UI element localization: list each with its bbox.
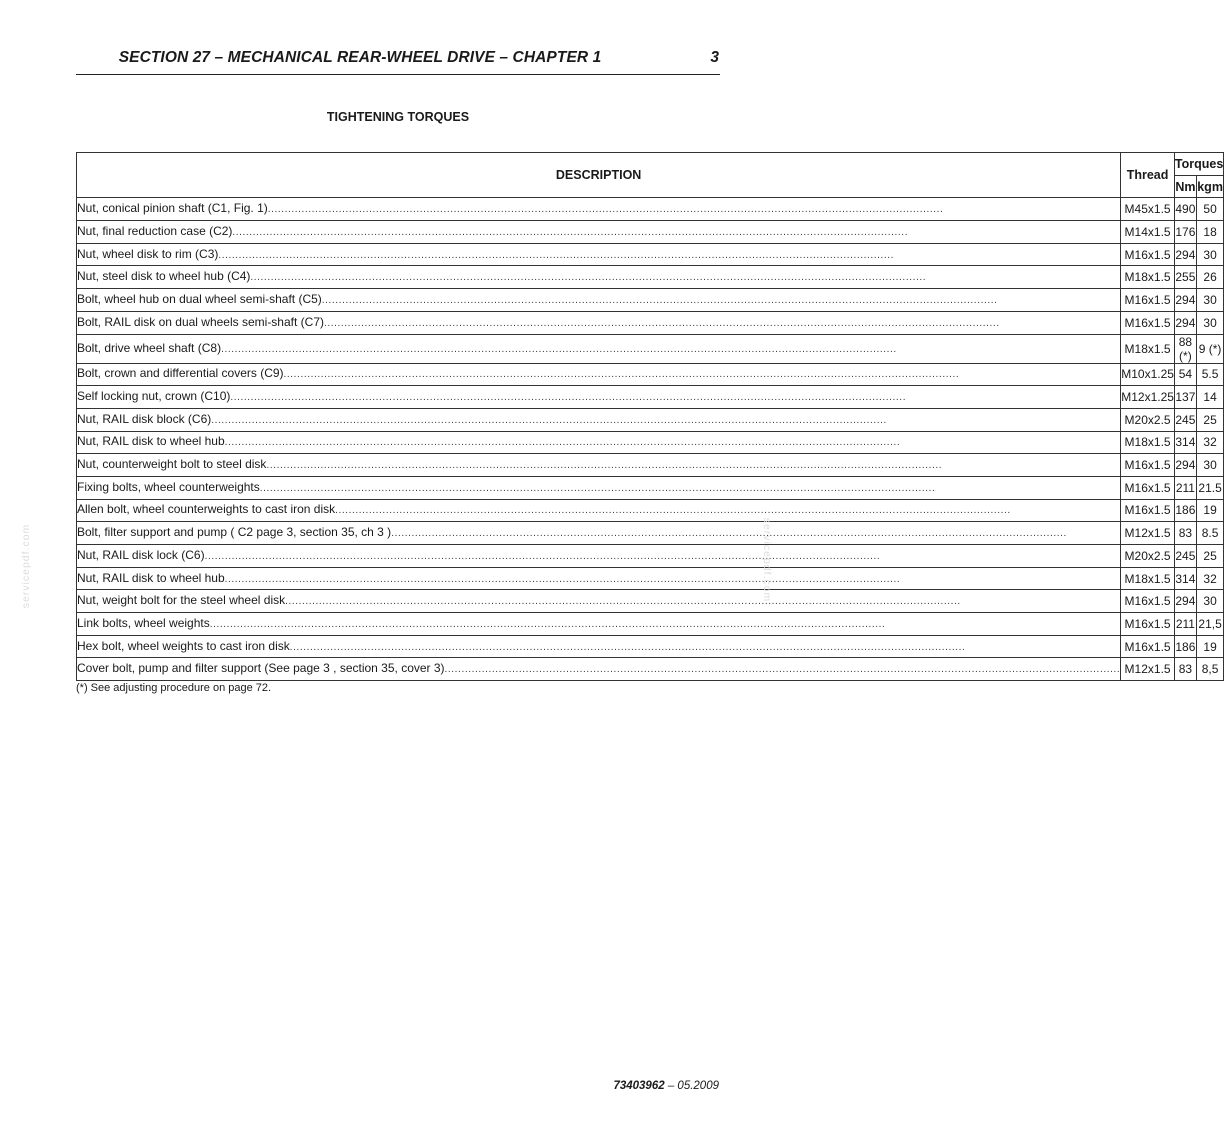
nm-cell: 294 [1174, 289, 1196, 312]
kgm-cell: 18 [1196, 221, 1223, 244]
description-cell [77, 221, 1121, 244]
description-text: Nut, RAIL disk to wheel hub [77, 434, 225, 449]
thread-cell: M16x1.5 [1121, 289, 1175, 312]
table-row [77, 386, 1224, 409]
description-cell [77, 311, 1121, 334]
table-row [77, 545, 1224, 568]
nm-cell: 245 [1174, 545, 1196, 568]
kgm-cell: 25 [1196, 545, 1223, 568]
table-row [77, 408, 1224, 431]
description-cell [77, 198, 1121, 221]
table-row [77, 499, 1224, 522]
leader-dots: ........................................................................................................................................................................................................ [289, 641, 966, 653]
footnote: (*) See adjusting procedure on page 72. [76, 682, 272, 694]
leader-dots: ........................................................................................................................................................................................................ [335, 505, 1011, 517]
table-row [77, 334, 1224, 363]
description-text: Bolt, wheel hub on dual wheel semi-shaft (C5) [77, 291, 322, 306]
nm-cell: 314 [1174, 431, 1196, 454]
description-text: Link bolts, wheel weights [77, 615, 210, 630]
nm-cell: 137 [1174, 386, 1196, 409]
page-header [76, 46, 720, 75]
nm-cell: 490 [1174, 198, 1196, 221]
description-cell [77, 363, 1121, 386]
leader-dots: ........................................................................................................................................................................................................ [230, 392, 907, 404]
footer-separator: – [664, 1080, 678, 1092]
table-row [77, 221, 1224, 244]
table-row [77, 567, 1224, 590]
thread-cell: M16x1.5 [1121, 499, 1175, 522]
leader-dots: ........................................................................................................................................................................................................ [283, 369, 960, 381]
nm-cell: 255 [1174, 266, 1196, 289]
thread-cell: M20x2.5 [1121, 545, 1175, 568]
leader-dots: ........................................................................................................................................................................................................ [266, 460, 943, 472]
leader-dots: ........................................................................................................................................................................................................ [224, 437, 901, 449]
nm-cell: 176 [1174, 221, 1196, 244]
thread-cell: M16x1.5 [1121, 454, 1175, 477]
watermark-left: servicepdf.com [20, 523, 32, 609]
nm-cell: 294 [1174, 454, 1196, 477]
nm-cell: 314 [1174, 567, 1196, 590]
description-text: Hex bolt, wheel weights to cast iron disk [77, 638, 290, 653]
kgm-cell: 21.5 [1196, 476, 1223, 499]
nm-cell: 211 [1174, 613, 1196, 636]
thread-cell: M18x1.5 [1121, 266, 1175, 289]
description-cell [77, 289, 1121, 312]
torques-header: Torques [1174, 153, 1223, 176]
kgm-cell: 26 [1196, 266, 1223, 289]
description-cell [77, 386, 1121, 409]
kgm-cell: 50 [1196, 198, 1223, 221]
kgm-cell: 19 [1196, 499, 1223, 522]
table-row [77, 454, 1224, 477]
description-cell [77, 499, 1121, 522]
table-row [77, 658, 1224, 681]
description-text: Nut, final reduction case (C2) [77, 223, 233, 238]
description-cell [77, 590, 1121, 613]
nm-cell: 54 [1174, 363, 1196, 386]
watermark-right: servicepdf.com [761, 517, 773, 603]
leader-dots: ........................................................................................................................................................................................................ [391, 528, 1067, 540]
thread-cell: M45x1.5 [1121, 198, 1175, 221]
table-row [77, 198, 1224, 221]
kgm-cell: 14 [1196, 386, 1223, 409]
thread-cell: M16x1.5 [1121, 243, 1175, 266]
page-number: 3 [710, 49, 719, 66]
table-row [77, 431, 1224, 454]
description-text: Bolt, filter support and pump ( C2 page 3, section 35, ch 3 ) [77, 525, 392, 540]
nm-cell: 186 [1174, 635, 1196, 658]
description-header: DESCRIPTION [77, 153, 1121, 198]
description-cell [77, 408, 1121, 431]
thread-cell: M12x1.5 [1121, 522, 1175, 545]
description-text: Bolt, crown and differential covers (C9) [77, 366, 284, 381]
leader-dots: ........................................................................................................................................................................................................ [285, 596, 961, 608]
nm-cell: 294 [1174, 243, 1196, 266]
document-date: 05.2009 [677, 1080, 719, 1092]
leader-dots: ........................................................................................................................................................................................................ [259, 482, 936, 494]
description-text: Nut, conical pinion shaft (C1, Fig. 1) [77, 201, 268, 216]
leader-dots: ........................................................................................................................................................................................................ [267, 204, 944, 216]
thread-cell: M16x1.5 [1121, 613, 1175, 636]
thread-cell: M18x1.5 [1121, 567, 1175, 590]
kgm-cell: 25 [1196, 408, 1223, 431]
torque-table [76, 152, 1224, 681]
thread-cell: M20x2.5 [1121, 408, 1175, 431]
kgm-cell: 8,5 [1196, 658, 1223, 681]
table-row [77, 243, 1224, 266]
thread-header: Thread [1121, 153, 1175, 198]
description-cell [77, 567, 1121, 590]
description-cell [77, 635, 1121, 658]
description-cell [77, 613, 1121, 636]
description-text: Self locking nut, crown (C10) [77, 389, 231, 404]
leader-dots: ........................................................................................................................................................................................................ [211, 414, 887, 426]
description-text: Fixing bolts, wheel counterweights [77, 479, 260, 494]
kgm-cell: 5.5 [1196, 363, 1223, 386]
kgm-cell: 30 [1196, 243, 1223, 266]
description-cell [77, 454, 1121, 477]
description-cell [77, 658, 1121, 681]
description-text: Cover bolt, pump and filter support (See page 3 , section 35, cover 3) [77, 661, 445, 676]
kgm-cell: 21,5 [1196, 613, 1223, 636]
thread-cell: M12x1.5 [1121, 658, 1175, 681]
thread-cell: M16x1.5 [1121, 635, 1175, 658]
kgm-cell: 30 [1196, 590, 1223, 613]
kgm-cell: 8.5 [1196, 522, 1223, 545]
leader-dots: ........................................................................................................................................................................................................ [221, 343, 897, 355]
thread-cell: M16x1.5 [1121, 476, 1175, 499]
table-title: TIGHTENING TORQUES [326, 110, 470, 124]
description-text: Nut, RAIL disk to wheel hub [77, 570, 225, 585]
nm-cell: 186 [1174, 499, 1196, 522]
kgm-header: kgm [1196, 175, 1223, 198]
description-cell [77, 476, 1121, 499]
nm-cell: 211 [1174, 476, 1196, 499]
table-row [77, 311, 1224, 334]
kgm-cell: 30 [1196, 311, 1223, 334]
description-cell [77, 334, 1121, 363]
kgm-cell: 30 [1196, 289, 1223, 312]
nm-cell: 294 [1174, 311, 1196, 334]
kgm-cell: 9 (*) [1196, 334, 1223, 363]
nm-cell: 245 [1174, 408, 1196, 431]
description-text: Nut, counterweight bolt to steel disk [77, 457, 267, 472]
description-text: Bolt, drive wheel shaft (C8) [77, 340, 222, 355]
leader-dots: ........................................................................................................................................................................................................ [250, 272, 927, 284]
table-row [77, 590, 1224, 613]
kgm-cell: 32 [1196, 567, 1223, 590]
description-text: Nut, wheel disk to rim (C3) [77, 246, 219, 261]
description-cell [77, 522, 1121, 545]
description-cell [77, 545, 1121, 568]
kgm-cell: 30 [1196, 454, 1223, 477]
kgm-cell: 19 [1196, 635, 1223, 658]
table-row [77, 522, 1224, 545]
thread-cell: M14x1.5 [1121, 221, 1175, 244]
leader-dots: ........................................................................................................................................................................................................ [324, 317, 1000, 329]
leader-dots: ........................................................................................................................................................................................................ [444, 664, 1121, 676]
thread-cell: M16x1.5 [1121, 590, 1175, 613]
description-text: Allen bolt, wheel counterweights to cast iron disk [77, 502, 336, 517]
torque-table-body [77, 198, 1224, 681]
table-row [77, 635, 1224, 658]
description-text: Nut, steel disk to wheel hub (C4) [77, 269, 251, 284]
section-header-title: SECTION 27 – MECHANICAL REAR-WHEEL DRIVE – CHAPTER 1 [118, 49, 602, 66]
thread-cell: M16x1.5 [1121, 311, 1175, 334]
page-footer [613, 1080, 719, 1092]
table-row [77, 289, 1224, 312]
nm-cell: 88 (*) [1174, 334, 1196, 363]
thread-cell: M10x1.25 [1121, 363, 1175, 386]
table-row [77, 363, 1224, 386]
table-row [77, 613, 1224, 636]
description-cell [77, 243, 1121, 266]
thread-cell: M18x1.5 [1121, 431, 1175, 454]
leader-dots: ........................................................................................................................................................................................................ [204, 550, 881, 562]
description-text: Bolt, RAIL disk on dual wheels semi-shaft (C7) [77, 314, 324, 329]
description-text: Nut, weight bolt for the steel wheel disk [77, 593, 286, 608]
nm-cell: 83 [1174, 658, 1196, 681]
kgm-cell: 32 [1196, 431, 1223, 454]
document-number: 73403962 [613, 1080, 665, 1092]
leader-dots: ........................................................................................................................................................................................................ [321, 294, 998, 306]
leader-dots: ........................................................................................................................................................................................................ [209, 618, 886, 630]
leader-dots: ........................................................................................................................................................................................................ [218, 249, 895, 261]
thread-cell: M12x1.25 [1121, 386, 1175, 409]
nm-cell: 83 [1174, 522, 1196, 545]
table-row [77, 476, 1224, 499]
nm-header: Nm [1174, 175, 1196, 198]
leader-dots: ........................................................................................................................................................................................................ [224, 573, 901, 585]
thread-cell: M18x1.5 [1121, 334, 1175, 363]
description-cell [77, 266, 1121, 289]
nm-cell: 294 [1174, 590, 1196, 613]
description-cell [77, 431, 1121, 454]
table-row [77, 266, 1224, 289]
description-text: Nut, RAIL disk lock (C6) [77, 547, 205, 562]
leader-dots: ........................................................................................................................................................................................................ [232, 226, 909, 238]
description-text: Nut, RAIL disk block (C6) [77, 411, 212, 426]
